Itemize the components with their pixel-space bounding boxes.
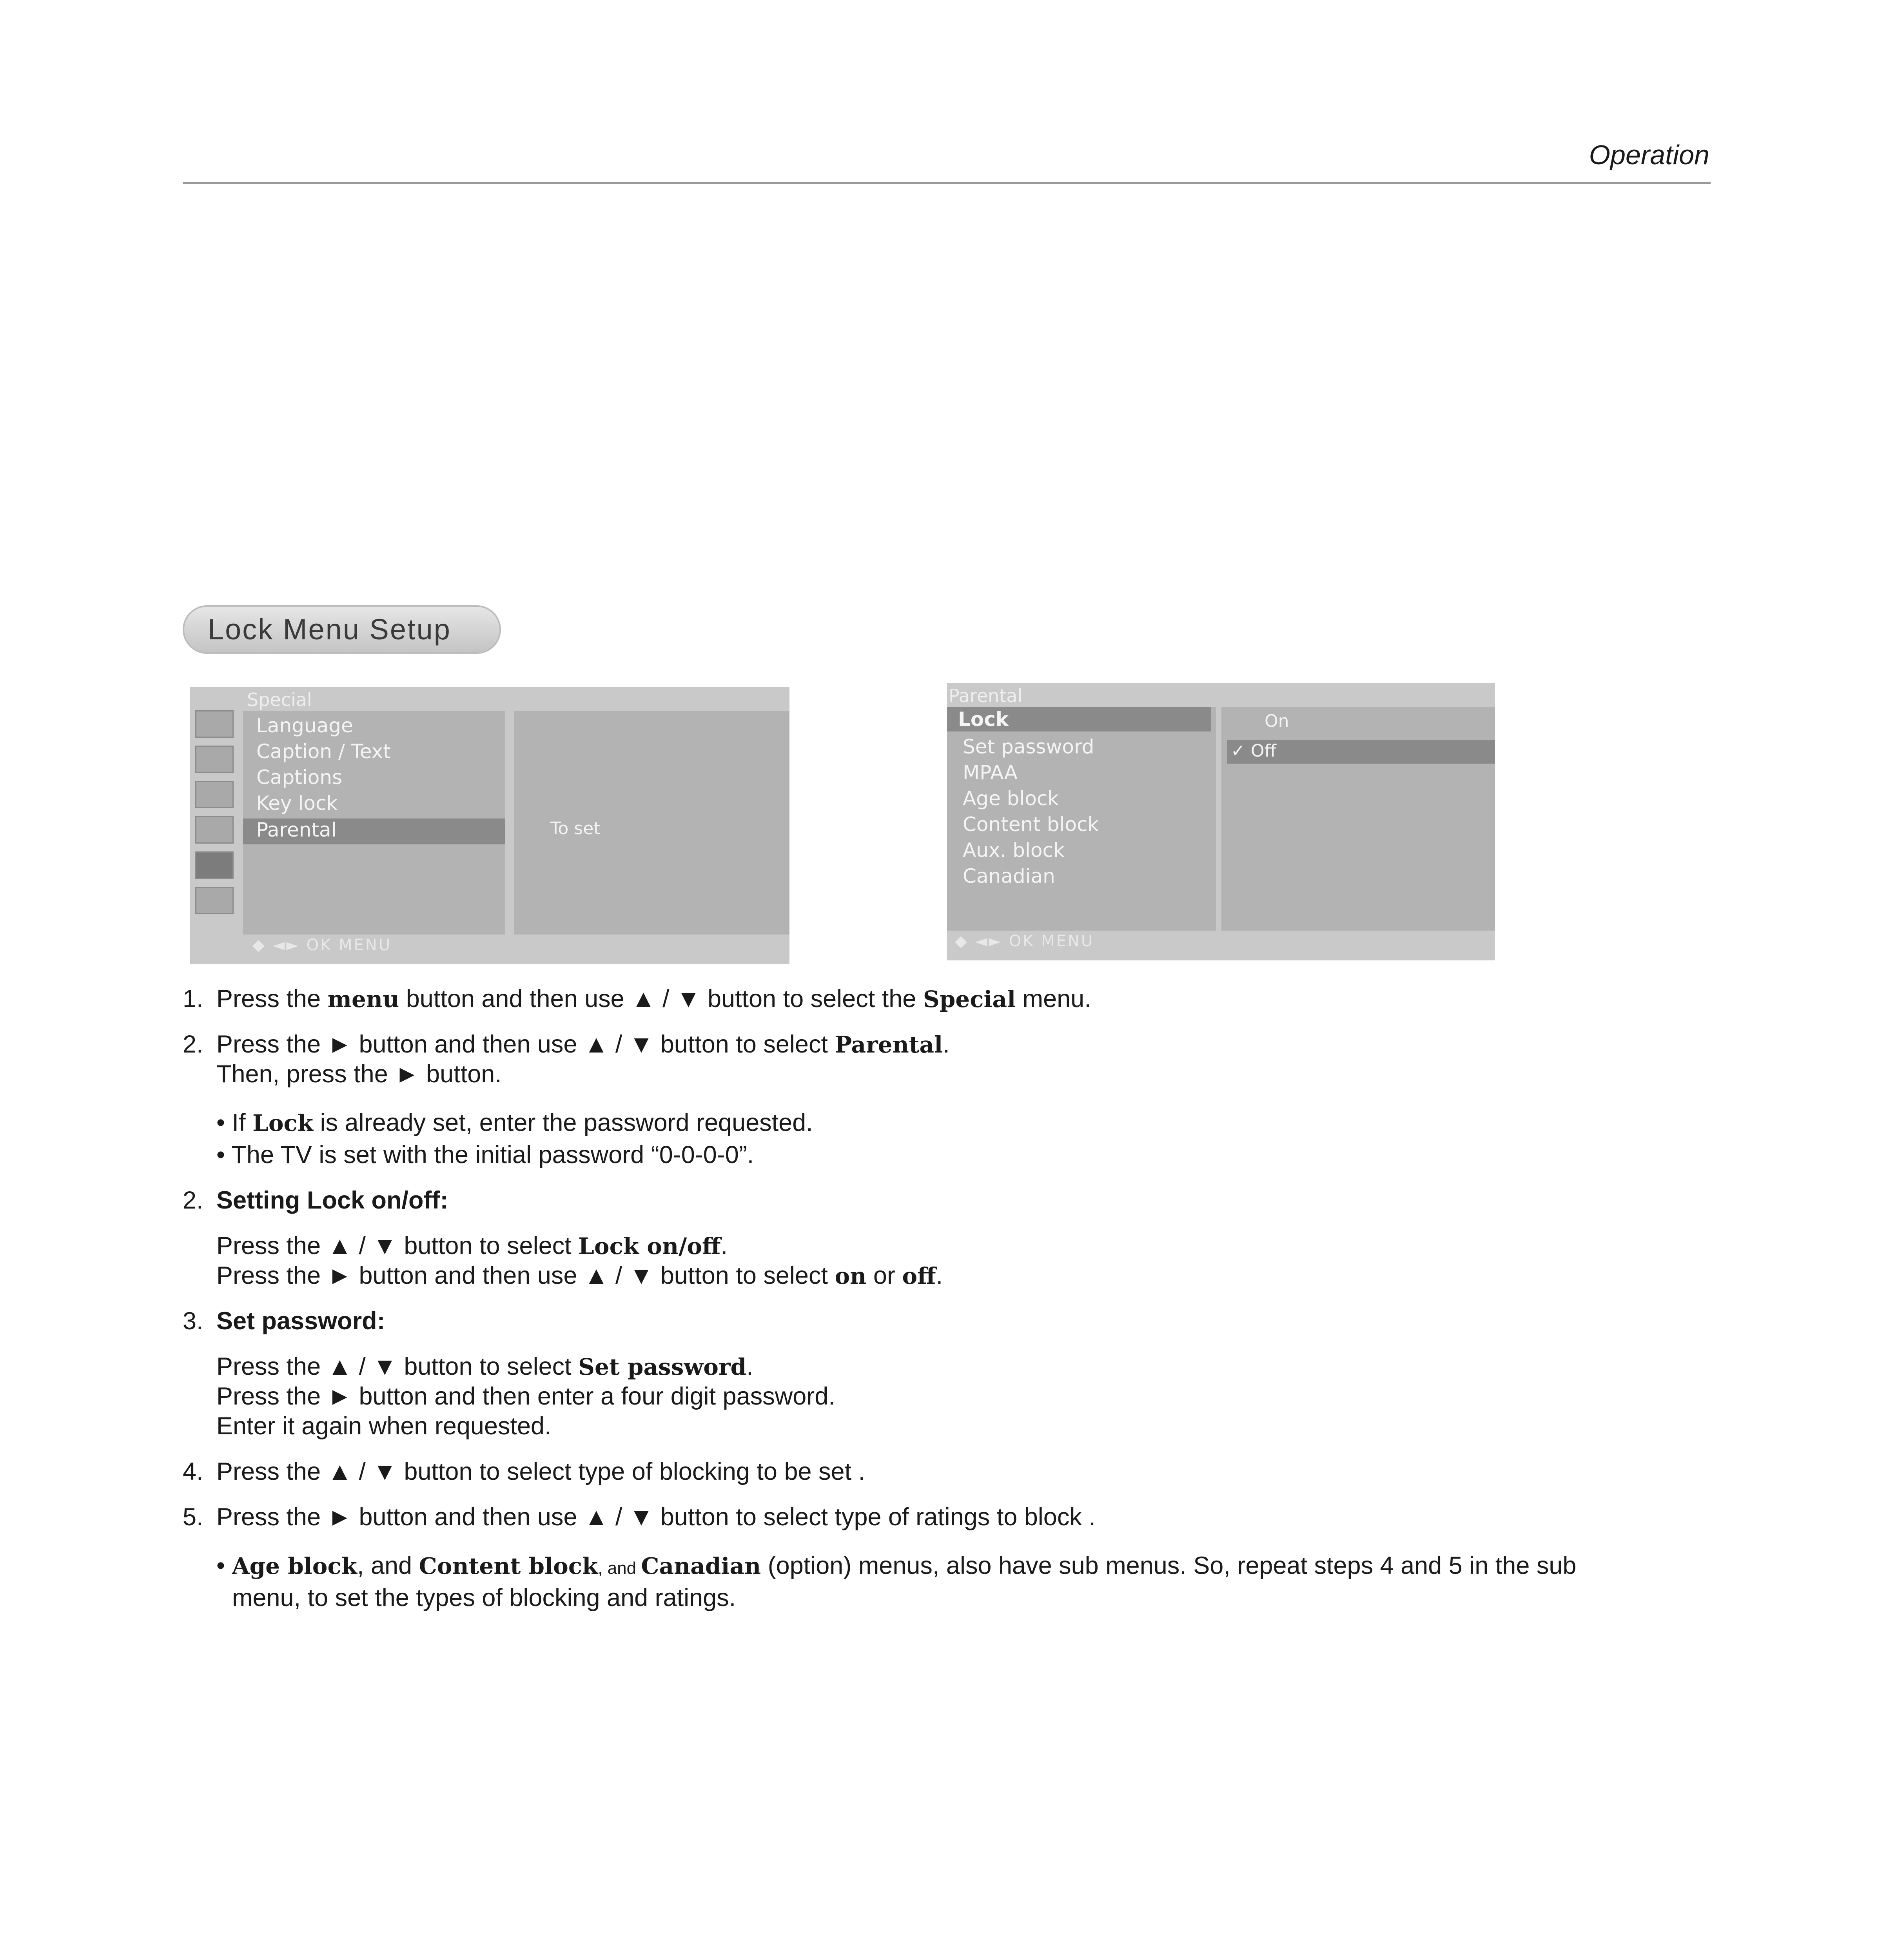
osd-item-content-block[interactable]: Content block	[963, 813, 1099, 836]
osd-item-set-password[interactable]: Set password	[963, 735, 1094, 758]
bullet-lock-set: • If Lock is already set, enter the password requested.	[216, 1109, 813, 1136]
picture-icon	[195, 710, 234, 738]
special-icon	[195, 816, 234, 844]
bullet-submenus-line-2: menu, to set the types of blocking and ratings.	[232, 1584, 736, 1612]
section-title: Lock Menu Setup	[183, 605, 501, 654]
osd-title: Parental	[949, 685, 1023, 706]
osd-item-key-lock[interactable]: Key lock	[256, 792, 338, 815]
step-2: 2. Press the ► button and then use ▲ / ▼ button to select Parental.	[183, 1031, 950, 1058]
step-1: 1. Press the menu button and then use ▲ / ▼ button to select the Special menu.	[183, 985, 1091, 1013]
header-rule	[183, 182, 1711, 184]
osd-footer-hints: ◆ ◄► OK MENU	[955, 932, 1094, 950]
osd-item-language[interactable]: Language	[256, 714, 353, 737]
bullet-initial-password: • The TV is set with the initial password “0-0-0-0”.	[216, 1141, 754, 1169]
osd-icon-column	[190, 710, 241, 930]
osd-item-age-block[interactable]: Age block	[963, 787, 1059, 810]
step-set-password-line-1: Press the ▲ / ▼ button to select Set password.	[216, 1353, 753, 1380]
step-set-password-line-3: Enter it again when requested.	[216, 1412, 552, 1440]
osd-option-off[interactable]: ✓ Off	[1231, 741, 1276, 761]
step-set-password-line-2: Press the ► button and then enter a four digit password.	[216, 1383, 835, 1410]
screen-icon	[195, 887, 234, 914]
step-set-password: 3. Set password:	[183, 1307, 385, 1335]
bullet-submenus: • Age block, and Content block, and Canadian (option) menus, also have sub menus. So, repeat steps 4 and 5 in the sub	[216, 1552, 1577, 1579]
osd-footer-hints: ◆ ◄► OK MENU	[252, 936, 392, 954]
osd-item-canadian[interactable]: Canadian	[963, 865, 1055, 887]
osd-item-mpaa[interactable]: MPAA	[963, 761, 1018, 784]
osd-item-parental[interactable]: Parental	[256, 818, 337, 841]
osd-item-caption-text[interactable]: Caption / Text	[256, 740, 391, 763]
step-setting-lock-line-1: Press the ▲ / ▼ button to select Lock on/off.	[216, 1232, 728, 1259]
osd-option-on[interactable]: On	[1265, 711, 1289, 731]
osd-item-aux-block[interactable]: Aux. block	[963, 839, 1065, 862]
osd-special-menu	[190, 687, 789, 964]
step-setting-lock-line-2: Press the ► button and then use ▲ / ▼ button to select on or off.	[216, 1262, 943, 1289]
sound-icon	[195, 746, 234, 773]
step-setting-lock: 2. Setting Lock on/off:	[183, 1187, 448, 1214]
osd-to-set-value: To set	[550, 818, 601, 838]
step-4: 4. Press the ▲ / ▼ button to select type of blocking to be set .	[183, 1458, 866, 1485]
step-2-line-2: Then, press the ► button.	[216, 1060, 502, 1088]
osd-title: Special	[247, 689, 312, 710]
osd-parental-menu	[947, 683, 1495, 960]
running-header: Operation	[1589, 140, 1709, 170]
osd-item-lock[interactable]: Lock	[958, 708, 1009, 731]
osd-item-captions[interactable]: Captions	[256, 766, 343, 789]
special-icon-active	[195, 851, 234, 879]
time-icon	[195, 781, 234, 808]
step-5: 5. Press the ► button and then use ▲ / ▼ button to select type of ratings to block .	[183, 1503, 1096, 1531]
